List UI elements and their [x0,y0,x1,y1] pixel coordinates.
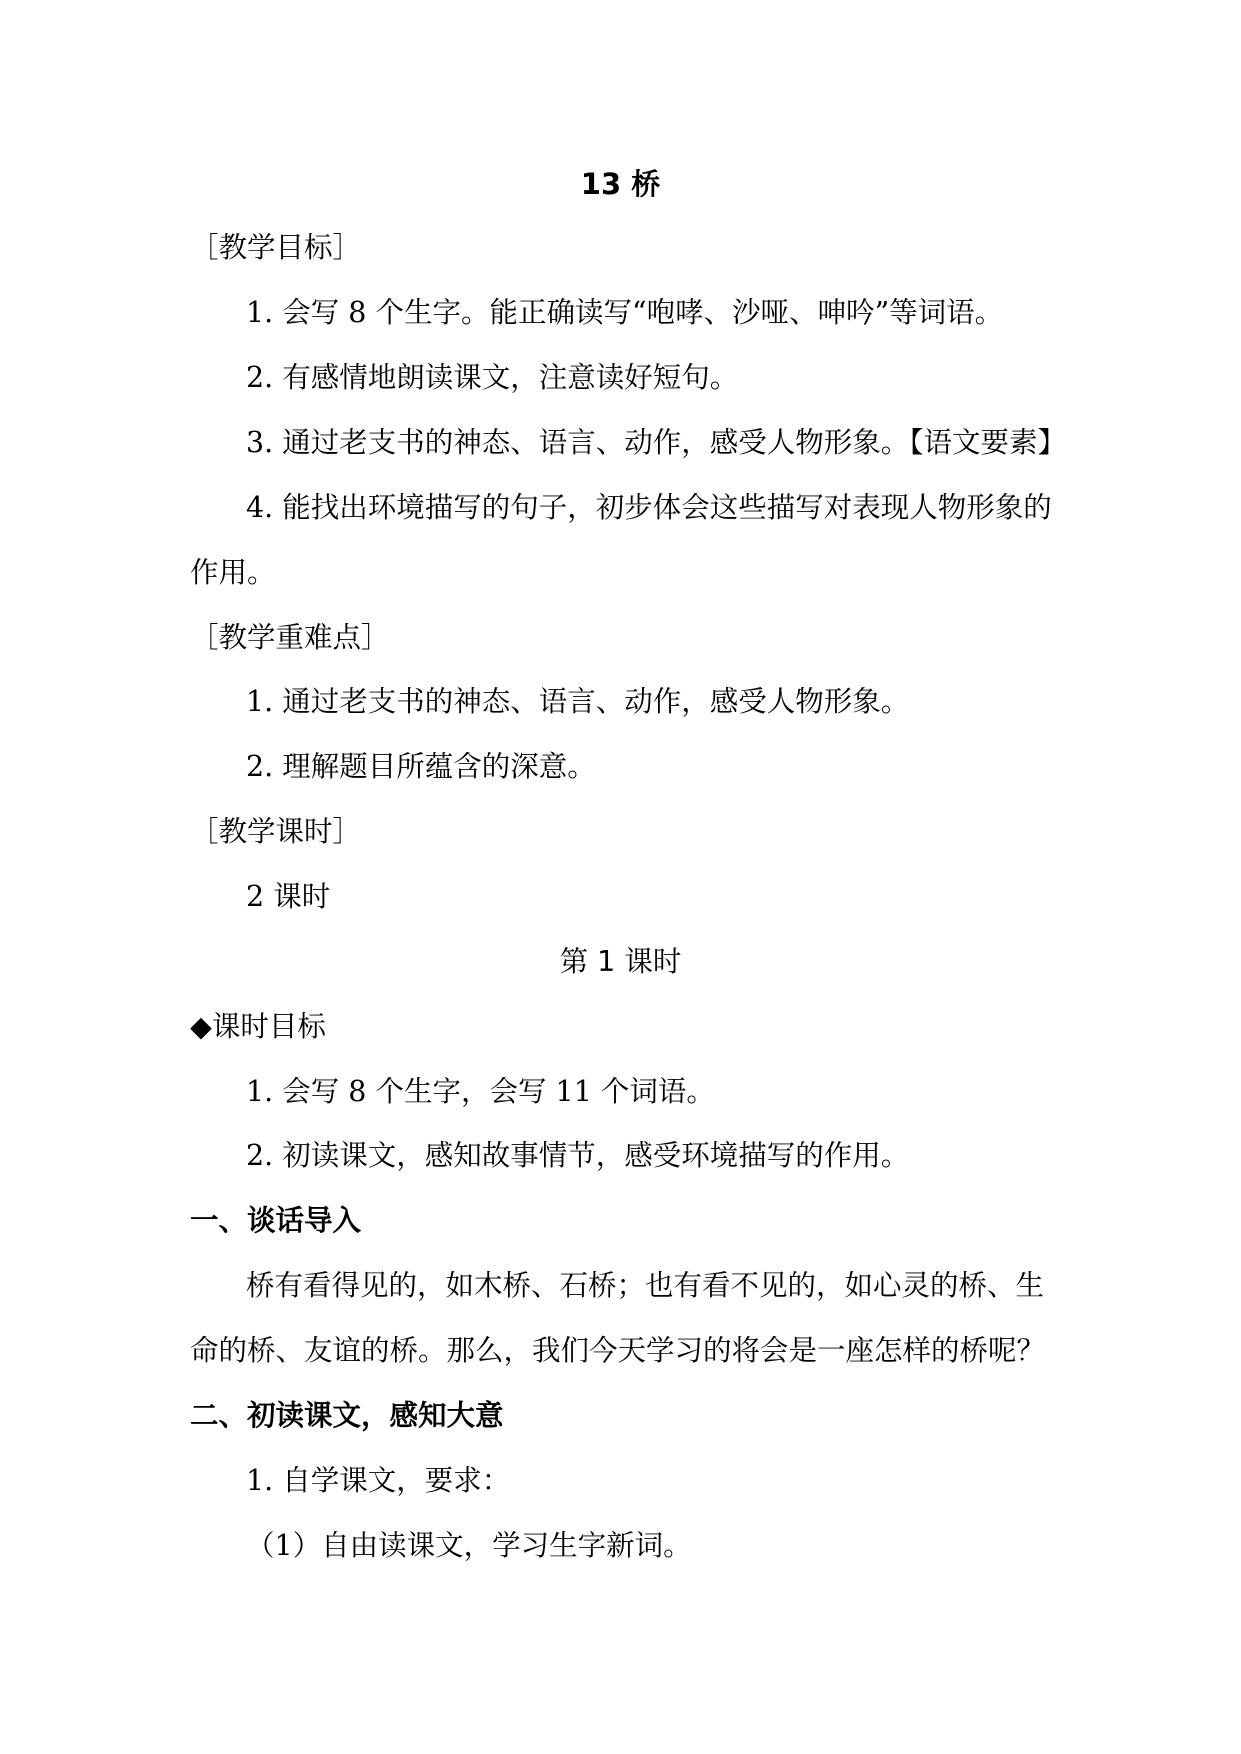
step-1-heading: 一、谈话导入 [190,1204,362,1238]
step-1-paragraph-line-2: 命的桥、友谊的桥。那么，我们今天学习的将会是一座怎样的桥呢？ [190,1334,1046,1368]
lesson-1-section [0,930,1241,1579]
key-point-item-2: 2. 理解题目所蕴含的深意。 [246,750,596,784]
lesson-goals-heading: ◆课时目标 [190,1009,326,1043]
teaching-goals-section [0,216,1241,605]
class-hours-section [0,800,1241,930]
lesson-1-title: 第 1 课时 [559,944,682,978]
teaching-goal-item-2: 2. 有感情地朗读课文，注意读好短句。 [246,361,739,395]
step-1-section [0,1189,1241,1384]
step-1-paragraph [0,1254,1241,1384]
lesson-goals-section [0,995,1241,1190]
teaching-goal-item-3: 3. 通过老支书的神态、语言、动作，感受人物形象。【语文要素】 [246,426,1067,460]
step-2-item-1: 1. 自学课文，要求： [246,1463,511,1497]
step-2-section [0,1384,1241,1579]
lesson-plan-body [0,152,1241,1579]
teaching-goal-item-4 [0,476,1241,606]
class-hours-value: 2 课时 [246,880,331,914]
teaching-goals-heading: ［教学目标］ [190,231,362,265]
step-2-subitem-1: （1）自由读课文，学习生字新词。 [246,1528,692,1562]
teaching-goal-item-4-line-2: 作用。 [190,555,276,589]
key-points-heading: ［教学重难点］ [190,620,390,654]
teaching-goal-item-1: 1. 会写 8 个生字。能正确读写“咆哮、沙哑、呻吟”等词语。 [246,296,1004,330]
teaching-goal-item-4-line-1: 4. 能找出环境描写的句子，初步体会这些描写对表现人物形象的 [246,490,1052,524]
lesson-goal-item-1: 1. 会写 8 个生字，会写 11 个词语。 [246,1074,715,1108]
key-point-item-1: 1. 通过老支书的神态、语言、动作，感受人物形象。 [246,685,910,719]
step-1-paragraph-line-1: 桥有看得见的，如木桥、石桥；也有看不见的，如心灵的桥、生 [246,1269,1045,1303]
class-hours-heading: ［教学课时］ [190,815,362,849]
lesson-goal-item-2: 2. 初读课文，感知故事情节，感受环境描写的作用。 [246,1139,910,1173]
step-2-heading: 二、初读课文，感知大意 [190,1398,504,1432]
key-points-section [0,606,1241,801]
document-title: 13 桥 [580,166,661,201]
